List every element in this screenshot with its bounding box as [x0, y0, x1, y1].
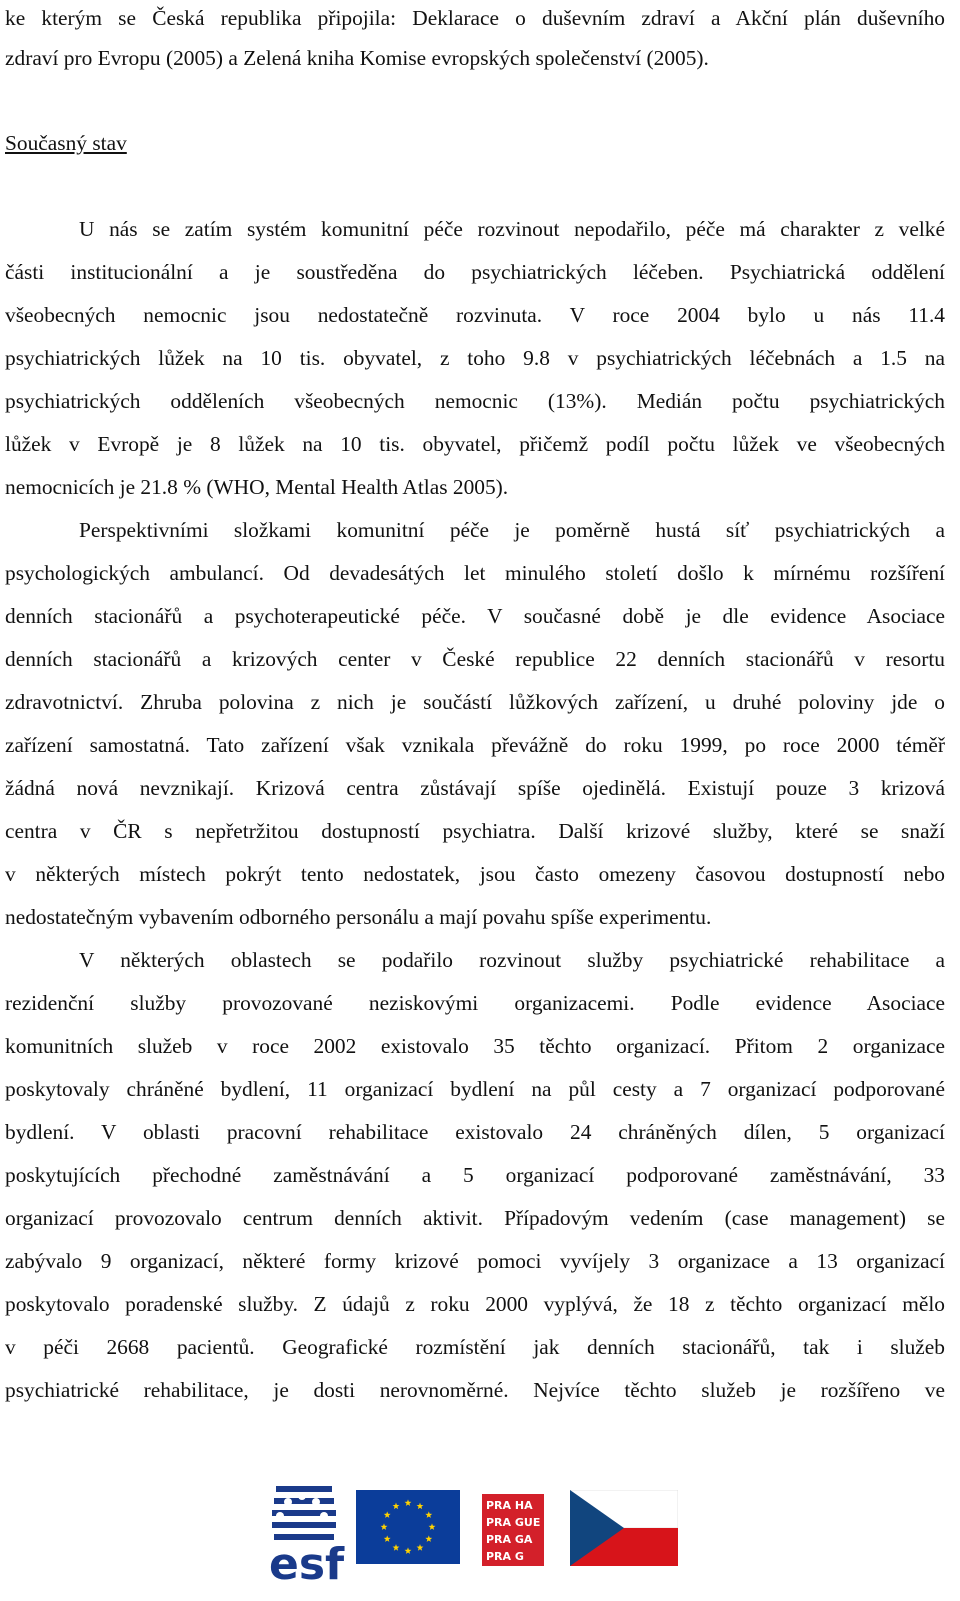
- section-heading: Současný stav: [5, 131, 127, 155]
- paragraph-line: poskytovaly chráněné bydlení, 11 organizací bydlení na půl cesty a 7 organizací podporované: [5, 1077, 945, 1101]
- paragraph-line: zabývalo 9 organizací, některé formy krizové pomoci vyvíjely 3 organizace a 13 organizací: [5, 1249, 945, 1273]
- praha-row: PRA GA: [486, 1533, 533, 1546]
- footer-logos: [0, 1476, 960, 1586]
- paragraph-line: denních stacionářů a psychoterapeutické péče. V současné době je dle evidence Asociace: [5, 604, 945, 628]
- czech-flag-icon: [570, 1490, 678, 1566]
- paragraph-line: psychiatrických lůžek na 10 tis. obyvatel, z toho 9.8 v psychiatrických léčebnách a 1.5 na: [5, 346, 945, 370]
- paragraph-line: všeobecných nemocnic jsou nedostatečně rozvinuta. V roce 2004 bylo u nás 11.4: [5, 303, 945, 327]
- paragraph-line: žádná nová nevznikají. Krizová centra zůstávají spíše ojedinělá. Existují pouze 3 krizová: [5, 776, 945, 800]
- paragraph-line: nemocnicích je 21.8 % (WHO, Mental Health Atlas 2005).: [5, 475, 509, 499]
- paragraph-line: nedostatečným vybavením odborného personálu a mají povahu spíše experimentu.: [5, 905, 712, 929]
- paragraph-line: V některých oblastech se podařilo rozvinout služby psychiatrické rehabilitace a: [79, 948, 945, 972]
- paragraph-line: psychologických ambulancí. Od devadesátých let minulého století došlo k mírnému rozšíření: [5, 561, 945, 585]
- paragraph-line: poskytujících přechodné zaměstnávání a 5 organizací podporované zaměstnávání, 33: [5, 1163, 945, 1187]
- praha-row: PRA HA: [486, 1499, 533, 1512]
- paragraph-line: poskytovalo poradenské služby. Z údajů z roku 2000 vyplývá, že 18 z těchto organizací mělo: [5, 1292, 945, 1316]
- paragraph-line: zařízení samostatná. Tato zařízení však vznikala převážně do roku 1999, po roce 2000 téměř: [5, 733, 945, 757]
- paragraph-line: organizací provozovalo centrum denních aktivit. Případovým vedením (case management) se: [5, 1206, 945, 1230]
- esf-logo-icon: [268, 1476, 350, 1586]
- paragraph-line: psychiatrické rehabilitace, je dosti nerovnoměrné. Nejvíce těchto služeb je rozšířeno ve: [5, 1378, 945, 1402]
- esf-logo-text: esf: [269, 1539, 345, 1586]
- praha-row: PRA GUE: [486, 1516, 541, 1529]
- paragraph-line: bydlení. V oblasti pracovní rehabilitace existovalo 24 chráněných dílen, 5 organizací: [5, 1120, 945, 1144]
- paragraph-line: psychiatrických odděleních všeobecných nemocnic (13%). Medián počtu psychiatrických: [5, 389, 945, 413]
- paragraph-line: části institucionální a je soustředěna do psychiatrických léčeben. Psychiatrická oddělení: [5, 260, 945, 284]
- paragraph-line: denních stacionářů a krizových center v České republice 22 denních stacionářů v resortu: [5, 647, 945, 671]
- paragraph-line: lůžek v Evropě je 8 lůžek na 10 tis. obyvatel, přičemž podíl počtu lůžek ve všeobecných: [5, 432, 945, 456]
- intro-line: ke kterým se Česká republika připojila: Deklarace o duševním zdraví a Akční plán duševního: [5, 6, 945, 30]
- paragraph-line: centra v ČR s nepřetržitou dostupností psychiatra. Další krizové služby, které se snaží: [5, 819, 945, 843]
- praha-logo-icon: [482, 1494, 544, 1566]
- praha-row: PRA G: [486, 1550, 524, 1563]
- paragraph-line: komunitních služeb v roce 2002 existovalo 35 těchto organizací. Přitom 2 organizace: [5, 1034, 945, 1058]
- paragraph-line: v péči 2668 pacientů. Geografické rozmístění jak denních stacionářů, tak i služeb: [5, 1335, 945, 1359]
- paragraph-line: zdravotnictví. Zhruba polovina z nich je součástí lůžkových zařízení, u druhé poloviny jde o: [5, 690, 945, 714]
- paragraph-line: v některých místech pokrýt tento nedostatek, jsou často omezeny časovou dostupností nebo: [5, 862, 945, 886]
- paragraph-line: rezidenční služby provozované neziskovými organizacemi. Podle evidence Asociace: [5, 991, 945, 1015]
- eu-flag-icon: [356, 1490, 460, 1564]
- paragraph-line: Perspektivními složkami komunitní péče je poměrně hustá síť psychiatrických a: [79, 518, 945, 542]
- intro-line: zdraví pro Evropu (2005) a Zelená kniha Komise evropských společenství (2005).: [5, 46, 709, 70]
- paragraph-line: U nás se zatím systém komunitní péče rozvinout nepodařilo, péče má charakter z velké: [79, 217, 945, 241]
